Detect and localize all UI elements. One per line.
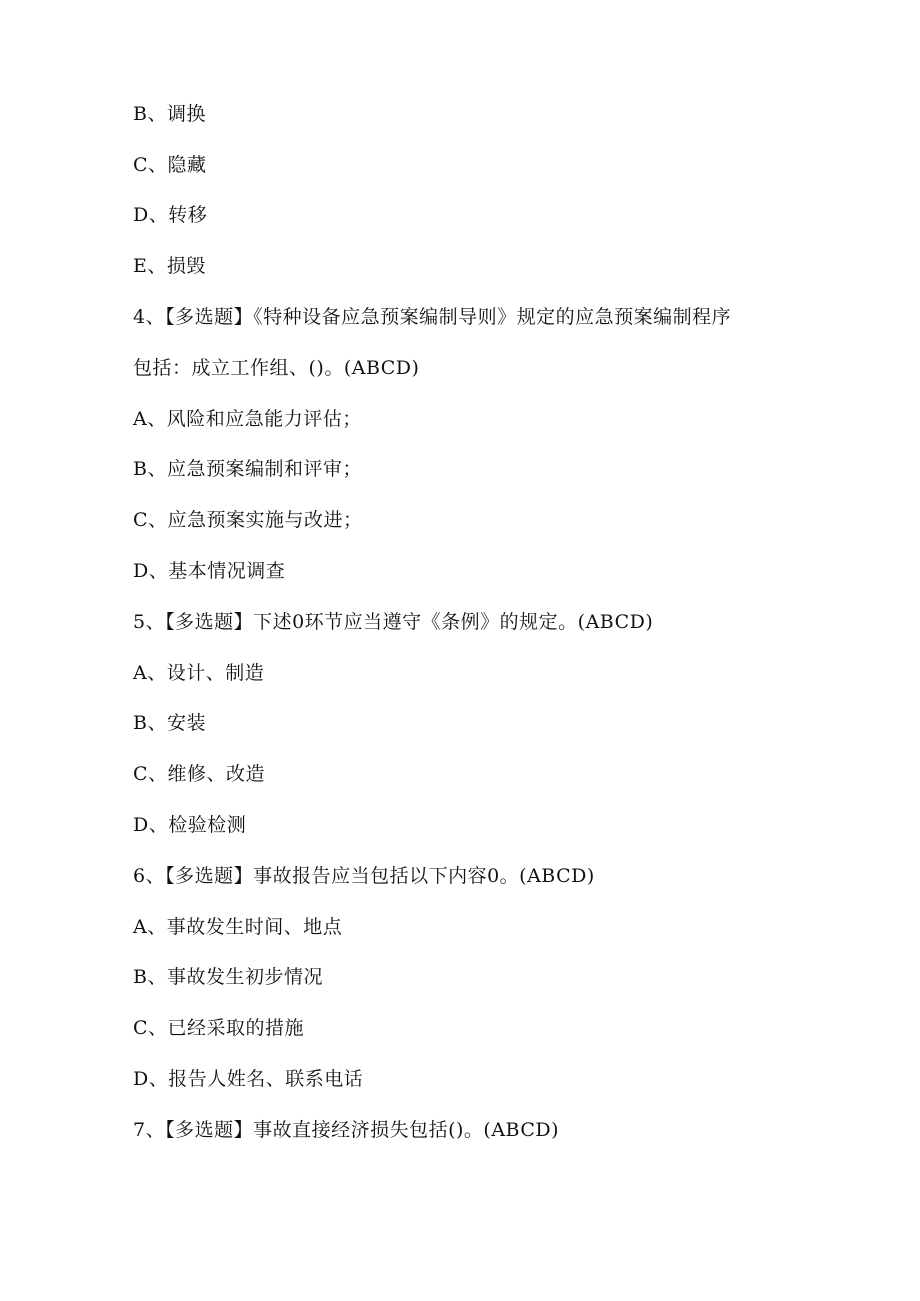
option-c-q5: C、维修、改造: [133, 763, 266, 785]
question-7: 7、【多选题】事故直接经济损失包括()。(ABCD): [133, 1119, 560, 1141]
option-b-q3: B、调换: [133, 103, 206, 125]
question-4-line-1: 4、【多选题】《特种设备应急预案编制导则》规定的应急预案编制程序: [133, 306, 732, 328]
question-4-line-2: 包括：成立工作组、()。(ABCD): [133, 357, 420, 379]
option-c-q3: C、隐藏: [133, 154, 207, 176]
option-e-q3: E、损毁: [133, 255, 206, 277]
question-5: 5、【多选题】下述0环节应当遵守《条例》的规定。(ABCD): [133, 611, 654, 633]
option-a-q4: A、风险和应急能力评估；: [133, 408, 362, 430]
option-b-q6: B、事故发生初步情况: [133, 966, 323, 988]
option-d-q5: D、检验检测: [133, 814, 247, 836]
question-6: 6、【多选题】事故报告应当包括以下内容0。(ABCD): [133, 865, 595, 887]
option-a-q5: A、设计、制造: [133, 662, 265, 684]
option-b-q4: B、应急预案编制和评审；: [133, 458, 362, 480]
option-c-q6: C、已经采取的措施: [133, 1017, 305, 1039]
option-c-q4: C、应急预案实施与改进；: [133, 509, 363, 531]
option-b-q5: B、安装: [133, 712, 206, 734]
option-d-q4: D、基本情况调查: [133, 560, 286, 582]
option-a-q6: A、事故发生时间、地点: [133, 916, 343, 938]
option-d-q3: D、转移: [133, 204, 208, 226]
option-d-q6: D、报告人姓名、联系电话: [133, 1068, 364, 1090]
